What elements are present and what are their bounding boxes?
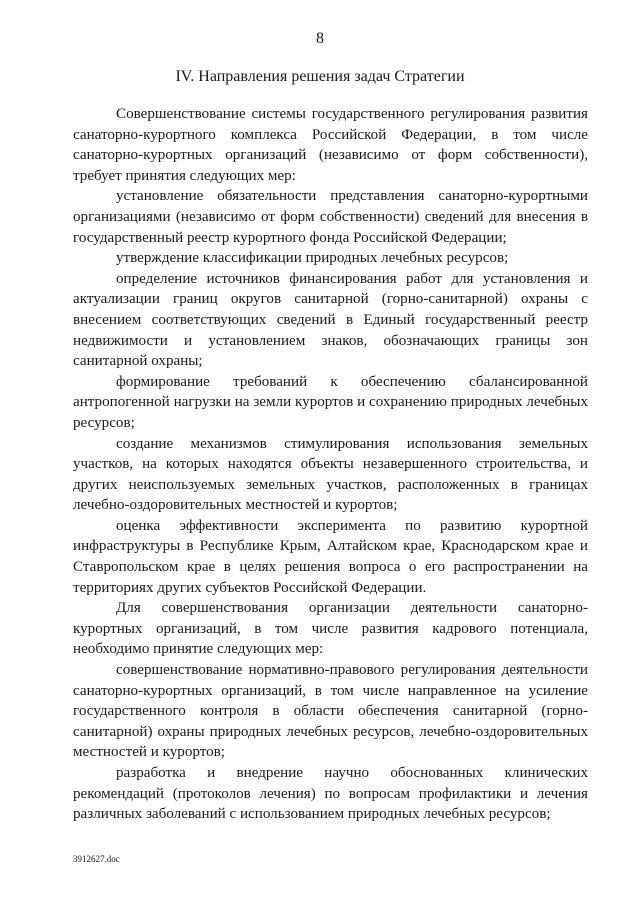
paragraph: утверждение классификации природных лечебных ресурсов; [116, 250, 509, 267]
paragraph: установление обязательности представления санаторно-курортными организациями (независимо от форм собственности) сведений для внесения в государственный реестр курортного фонда Российской Федерации; [73, 188, 588, 246]
paragraph: определение источников финансирования работ для установления и актуализации границ округов санитарной (горно-санитарной) охраны с внесением соответствующих сведений в Единый государственный реестр недвижимости и установлением знаков, обозначающих границы зон санитарной охраны; [73, 270, 588, 370]
section-title: IV. Направления решения задач Стратегии [175, 68, 465, 85]
paragraph: формирование требований к обеспечению сбалансированной антропогенной нагрузки на земли курортов и сохранению природных лечебных ресурсов; [73, 373, 588, 431]
page-number: 8 [316, 30, 324, 47]
footer-file-code: 3912627.doc [73, 854, 120, 864]
paragraph: совершенствование нормативно-правового регулирования деятельности санаторно-курортных организаций, в том числе направленное на усиление государственного контроля в области обеспечения санитарной (горно-санитарной) охраны природных лечебных ресурсов, лечебно-оздоровительных местностей и курортов; [73, 662, 588, 761]
paragraph: оценка эффективности эксперимента по развитию курортной инфраструктуры в Республике Крым, Алтайском крае, Краснодарском крае и Ставропольском крае в целях решения вопроса о его распространении на территориях других субъектов Российской Федерации. [73, 517, 588, 596]
paragraph: разработка и внедрение научно обоснованных клинических рекомендаций (протоколов лечения) по вопросам профилактики и лечения различных заболеваний с использованием природных лечебных ресурсов; [73, 765, 588, 823]
paragraph: создание механизмов стимулирования использования земельных участков, на которых находятся объекты незавершенного строительства, и других неиспользуемых земельных участков, расположенных в границах лечебно-оздоровительных местностей и курортов; [73, 435, 588, 514]
paragraph: Для совершенствования организации деятельности санаторно-курортных организаций, в том числе развития кадрового потенциала, необходимо принятие следующих мер: [73, 600, 588, 658]
paragraph: Совершенствование системы государственного регулирования развития санаторно-курортного комплекса Российской Федерации, в том числе санаторно-курортных организаций (независимо от форм собственности), требует принятия следующих мер: [73, 106, 588, 184]
body-text [73, 104, 588, 825]
